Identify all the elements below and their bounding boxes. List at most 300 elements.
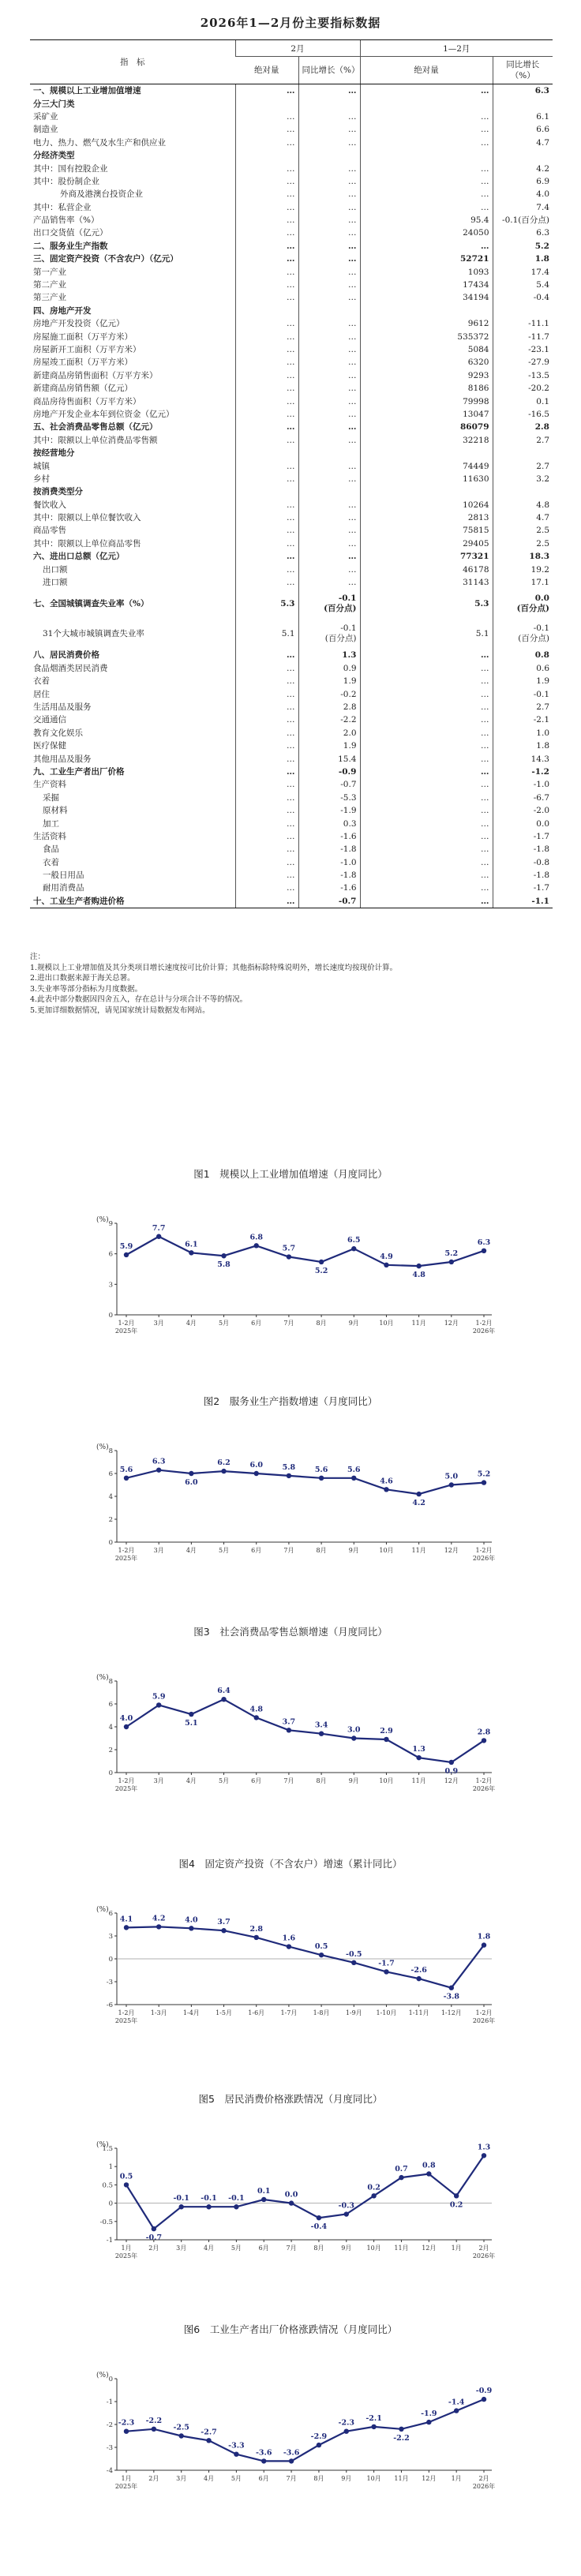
table-row — [30, 576, 553, 589]
note-line: 3.失业率等部分指标为月度数据。 — [30, 984, 143, 994]
data-point — [156, 1702, 161, 1707]
x-tick-label: 12月 — [444, 1320, 459, 1327]
table-row — [30, 175, 553, 188]
chart-industrial-growth — [93, 1214, 504, 1348]
table-row — [30, 739, 553, 752]
row-value: 10264 — [360, 499, 493, 511]
row-value: … — [360, 778, 493, 791]
row-label: 二、服务业生产指数 — [33, 241, 108, 251]
table-row — [30, 511, 553, 524]
year-label: 2025年 — [114, 1327, 138, 1335]
x-tick-label: 11月 — [411, 1547, 426, 1554]
row-label: 耐用消费品 — [43, 883, 84, 893]
x-tick-label: 1-10月 — [376, 2009, 397, 2016]
data-point — [124, 1476, 129, 1481]
row-value: -0.1 (百分点) — [298, 619, 360, 649]
row-value: 4.0 — [493, 188, 553, 200]
data-point — [426, 2171, 431, 2176]
data-label: -2.5 — [173, 2423, 189, 2432]
row-value: 6320 — [360, 356, 493, 369]
row-value: … — [235, 123, 298, 136]
y-tick-label: 4 — [108, 1493, 113, 1501]
table-row — [30, 895, 553, 908]
table-row — [30, 792, 553, 804]
row-label: 按消费类型分 — [33, 487, 83, 497]
data-label: 5.8 — [282, 1462, 296, 1472]
row-value: … — [235, 511, 298, 524]
y-tick-label: 0 — [108, 2376, 113, 2383]
row-value: … — [235, 434, 298, 447]
data-label: 3.0 — [347, 1725, 361, 1735]
x-tick-label: 8月 — [316, 1547, 327, 1554]
row-value: … — [360, 727, 493, 739]
table-row — [30, 459, 553, 472]
x-tick-label: 9月 — [341, 2245, 352, 2252]
x-tick-label: 4月 — [186, 1320, 197, 1327]
data-label: 6.4 — [217, 1687, 231, 1696]
x-tick-label: 1-7月 — [280, 2009, 298, 2016]
row-label: 房屋施工面积（万平方米） — [33, 331, 133, 342]
header-abs-a: 绝对量 — [235, 57, 298, 84]
row-label: 出口交货值（亿元） — [33, 228, 108, 238]
chart-title: 图5 居民消费价格涨跌情况（月度同比） — [198, 2093, 383, 2105]
row-value: … — [298, 369, 360, 382]
data-point — [156, 1467, 161, 1472]
data-label: 6.8 — [249, 1233, 263, 1242]
row-label: 其中：私营企业 — [33, 202, 92, 212]
x-tick-label: 12月 — [422, 2245, 437, 2252]
row-value: … — [235, 727, 298, 739]
unit-label: (%) — [96, 1216, 109, 1224]
row-value: … — [298, 550, 360, 563]
row-value: … — [298, 279, 360, 291]
data-point — [351, 1960, 356, 1965]
row-value: 2.7 — [493, 434, 553, 447]
row-label: 食品烟酒类居民消费 — [33, 663, 108, 673]
chart-title: 图1 规模以上工业增加值增速（月度同比） — [193, 1168, 388, 1180]
data-point — [254, 1471, 259, 1476]
row-label: 其中：限额以上单位餐饮收入 — [33, 513, 141, 523]
row-value — [235, 149, 298, 162]
row-value: … — [235, 382, 298, 395]
row-value: -2.1 — [493, 713, 553, 726]
table-notes — [30, 952, 553, 1016]
table-row — [30, 137, 553, 149]
data-point — [221, 1469, 226, 1473]
row-value: … — [298, 253, 360, 265]
row-value: … — [298, 524, 360, 537]
row-value: … — [235, 356, 298, 369]
row-value: … — [360, 701, 493, 713]
data-label: -3.6 — [255, 2448, 272, 2458]
row-value: … — [235, 227, 298, 239]
x-tick-label: 1月 — [121, 2245, 132, 2252]
row-value — [235, 305, 298, 317]
row-value: 2813 — [360, 511, 493, 524]
y-tick-label: 8 — [108, 1678, 113, 1686]
data-point — [221, 1253, 226, 1258]
data-point — [319, 1476, 324, 1481]
x-tick-label: 1-9月 — [345, 2009, 362, 2016]
y-tick-label: -1 — [106, 2237, 113, 2245]
row-value: -0.7 — [298, 778, 360, 791]
x-tick-label: 1-5月 — [216, 2009, 232, 2016]
row-label: 九、工业生产者出厂价格 — [33, 766, 125, 777]
row-label: 商品零售 — [33, 526, 66, 536]
row-value: 0.6 — [493, 662, 553, 675]
row-value: 95.4 — [360, 214, 493, 227]
row-label: 分三大门类 — [33, 99, 75, 109]
row-value: 74449 — [360, 459, 493, 472]
data-label: -1.7 — [378, 1959, 395, 1968]
data-label: 3.4 — [314, 1720, 328, 1730]
note-line: 4.此表中部分数据因四舍五入，存在总计与分项合计不等的情况。 — [30, 995, 248, 1004]
data-point — [189, 1712, 193, 1717]
data-point — [416, 1755, 421, 1760]
row-value: … — [235, 752, 298, 765]
x-tick-label: 1-11月 — [408, 2009, 429, 2016]
row-value — [360, 485, 493, 498]
row-value: -13.5 — [493, 369, 553, 382]
row-value — [360, 305, 493, 317]
y-tick-label: 6 — [108, 1250, 113, 1259]
row-value: … — [298, 330, 360, 343]
data-label: 4.0 — [185, 1915, 198, 1925]
x-tick-label: 6月 — [251, 1547, 262, 1554]
row-value: … — [298, 356, 360, 369]
x-tick-label: 1-2月 — [118, 1320, 135, 1327]
row-value: 6.1 — [493, 110, 553, 123]
x-tick-label: 3月 — [176, 2245, 187, 2252]
y-tick-label: 6 — [108, 1701, 113, 1709]
row-label: 房屋新开工面积（万平方米） — [33, 345, 141, 354]
row-value: … — [235, 804, 298, 817]
row-value: … — [235, 395, 298, 407]
chart-cpi — [93, 2139, 504, 2273]
row-label: 七、全国城镇调查失业率（%） — [33, 598, 149, 608]
table-row — [30, 291, 553, 304]
row-value: -1.1 — [493, 895, 553, 908]
row-value: 9612 — [360, 317, 493, 330]
row-label: 餐饮收入 — [33, 500, 66, 510]
table-row — [30, 253, 553, 265]
chart-ppi — [93, 2369, 504, 2503]
data-point — [254, 1243, 259, 1248]
row-label: 十、工业生产者购进价格 — [30, 895, 235, 908]
x-tick-label: 2月 — [478, 2245, 489, 2252]
row-value: 6.3 — [493, 84, 553, 98]
y-tick-label: 0 — [108, 1769, 113, 1777]
table-row — [30, 727, 553, 739]
row-value: 4.7 — [493, 511, 553, 524]
table-row — [30, 713, 553, 726]
row-value — [298, 485, 360, 498]
x-tick-label: 11月 — [394, 2475, 409, 2482]
data-label: 4.8 — [249, 1705, 263, 1714]
row-value: -1.8 — [493, 869, 553, 882]
data-label: -3.6 — [283, 2448, 300, 2458]
row-value: -1.0 — [298, 856, 360, 868]
row-value: 5.3 — [235, 589, 298, 619]
x-tick-label: 11月 — [411, 1320, 426, 1327]
row-label: 制造业 — [33, 125, 58, 135]
data-point — [482, 1480, 486, 1485]
data-label: 2.9 — [380, 1726, 393, 1735]
row-value: … — [360, 123, 493, 136]
table-row — [30, 408, 553, 421]
table-row — [30, 265, 553, 278]
table-row — [30, 485, 553, 498]
row-label: 生活资料 — [33, 831, 66, 841]
table-row — [30, 395, 553, 407]
row-value: … — [235, 713, 298, 726]
row-value: -16.5 — [493, 408, 553, 421]
row-value: 17.1 — [493, 576, 553, 589]
row-value: 4.2 — [493, 162, 553, 174]
y-tick-label: 6 — [108, 1910, 113, 1918]
row-value: … — [298, 175, 360, 188]
row-value: 6.3 — [493, 227, 553, 239]
row-value: 46178 — [360, 563, 493, 575]
data-point — [482, 1249, 486, 1253]
data-label: -0.4 — [310, 2222, 328, 2232]
x-tick-label: 1-2月 — [118, 1547, 135, 1554]
table-row — [30, 356, 553, 369]
table-row — [30, 675, 553, 687]
row-value: … — [235, 240, 298, 253]
row-value: … — [360, 175, 493, 188]
table-row — [30, 537, 553, 550]
table-row — [30, 227, 553, 239]
data-point — [287, 1254, 291, 1259]
row-value: … — [235, 766, 298, 778]
row-value: 17.4 — [493, 265, 553, 278]
row-value: … — [235, 662, 298, 675]
data-label: 2.8 — [477, 1728, 491, 1737]
row-value: … — [298, 537, 360, 550]
row-value: 1.9 — [298, 739, 360, 752]
table-row — [30, 97, 553, 110]
row-label: 食品 — [43, 844, 59, 855]
unit-label: (%) — [96, 1906, 109, 1914]
data-label: 6.0 — [249, 1461, 263, 1470]
row-value: … — [235, 265, 298, 278]
data-point — [317, 2443, 321, 2447]
data-label: 5.2 — [314, 1266, 328, 1275]
row-label: 新建商品房销售额（亿元） — [33, 384, 133, 394]
table-row — [30, 343, 553, 356]
row-value: … — [235, 317, 298, 330]
row-value: … — [298, 421, 360, 433]
row-value: 5.2 — [493, 240, 553, 253]
row-label: 房地产开发企业本年到位资金（亿元） — [33, 409, 174, 419]
row-label: 房地产开发投资（亿元） — [33, 319, 125, 329]
data-point — [426, 2420, 431, 2424]
row-label: 新建商品房销售面积（万平方米） — [33, 370, 158, 380]
row-value: … — [360, 766, 493, 778]
row-value: … — [298, 240, 360, 253]
table-row — [30, 201, 553, 214]
table-row — [30, 550, 553, 563]
row-value: 1.9 — [493, 675, 553, 687]
row-value: … — [298, 459, 360, 472]
data-label: 3.7 — [282, 1717, 296, 1727]
y-tick-label: -3 — [106, 2444, 113, 2452]
data-point — [287, 1944, 291, 1949]
row-label: 教育文化娱乐 — [33, 728, 83, 738]
data-point — [254, 1935, 259, 1940]
y-tick-label: 4 — [108, 1724, 113, 1732]
table-row — [30, 804, 553, 817]
data-label: 1.6 — [282, 1934, 296, 1943]
row-label: 交通通信 — [33, 715, 66, 725]
row-label: 其中：限额以上单位商品零售 — [33, 538, 141, 549]
row-value: … — [360, 869, 493, 882]
data-label: 6.2 — [217, 1458, 231, 1468]
row-value — [493, 485, 553, 498]
x-tick-label: 11月 — [411, 1777, 426, 1784]
row-value: 2.7 — [493, 459, 553, 472]
data-point — [156, 1234, 161, 1239]
row-value: 0.0 (百分点) — [493, 589, 553, 619]
data-point — [482, 2153, 486, 2158]
row-value: -2.2 — [298, 713, 360, 726]
row-value: … — [235, 84, 298, 98]
table-row — [30, 752, 553, 765]
data-point — [416, 1492, 421, 1496]
x-tick-label: 4月 — [203, 2245, 215, 2252]
row-value: … — [360, 84, 493, 98]
table-row — [30, 687, 553, 700]
header-cumulative: 1—2月 — [360, 40, 553, 57]
chart-services-index — [93, 1441, 504, 1575]
data-label: -1.4 — [448, 2398, 465, 2407]
row-label: 其中：国有控股企业 — [33, 163, 108, 174]
row-label: 第一产业 — [33, 267, 66, 277]
row-value: … — [235, 408, 298, 421]
row-value: … — [235, 499, 298, 511]
table-row — [30, 110, 553, 123]
x-tick-label: 4月 — [203, 2475, 215, 2482]
data-point — [206, 2204, 211, 2209]
row-value: 6.6 — [493, 123, 553, 136]
x-tick-label: 1-2月 — [475, 1547, 493, 1554]
data-point — [416, 1264, 421, 1268]
data-point — [384, 1737, 388, 1742]
data-label: -0.1 — [173, 2194, 189, 2203]
year-label: 2025年 — [114, 2483, 138, 2490]
row-value: -1.9 — [298, 804, 360, 817]
data-point — [178, 2204, 183, 2209]
row-value — [493, 305, 553, 317]
table-row — [30, 619, 553, 649]
row-value: 5.3 — [360, 589, 493, 619]
row-value: 24050 — [360, 227, 493, 239]
row-value: -1.6 — [298, 830, 360, 843]
row-value: … — [360, 188, 493, 200]
table-row — [30, 499, 553, 511]
y-tick-label: 1.5 — [102, 2145, 113, 2153]
table-row — [30, 382, 553, 395]
table-body — [30, 84, 553, 908]
row-value: -1.8 — [493, 843, 553, 856]
row-value: … — [235, 279, 298, 291]
row-value — [298, 305, 360, 317]
row-value: … — [235, 701, 298, 713]
x-tick-label: 12月 — [444, 1547, 459, 1554]
row-label: 一般日用品 — [43, 871, 84, 881]
row-value: 29405 — [360, 537, 493, 550]
x-tick-label: 9月 — [348, 1777, 359, 1784]
row-value: -1.8 — [298, 869, 360, 882]
unit-label: (%) — [96, 1674, 109, 1682]
row-value: 77321 — [360, 550, 493, 563]
y-tick-label: 0.5 — [102, 2181, 113, 2190]
data-point — [371, 2424, 376, 2429]
row-label: 六、进出口总额（亿元） — [33, 552, 125, 562]
row-value: 15.4 — [298, 752, 360, 765]
row-value — [235, 485, 298, 498]
row-value: 535372 — [360, 330, 493, 343]
y-tick-label: -4 — [106, 2467, 113, 2475]
row-value: -6.7 — [493, 792, 553, 804]
data-label: 5.6 — [119, 1465, 133, 1474]
data-point — [289, 2458, 294, 2463]
x-tick-label: 10月 — [366, 2475, 381, 2482]
row-value: 75815 — [360, 524, 493, 537]
row-label: 采矿业 — [33, 111, 58, 122]
row-value: … — [360, 687, 493, 700]
data-point — [234, 2204, 238, 2209]
data-point — [189, 1250, 193, 1255]
row-value: … — [298, 84, 360, 98]
chart-title: 图6 工业生产者出厂价格涨跌情况（月度同比） — [183, 2323, 398, 2335]
table-row — [30, 830, 553, 843]
data-label: 5.2 — [477, 1470, 491, 1479]
x-tick-label: 5月 — [218, 1777, 230, 1784]
row-value — [360, 97, 493, 110]
row-value: 2.8 — [493, 421, 553, 433]
row-value: -0.1(百分点) — [493, 214, 553, 227]
x-tick-label: 2月 — [148, 2475, 159, 2482]
table-row — [30, 330, 553, 343]
row-value — [298, 447, 360, 459]
data-label: -0.9 — [475, 2387, 493, 2396]
year-label: 2026年 — [472, 1785, 496, 1792]
data-point — [317, 2215, 321, 2220]
row-value: -1.8 — [298, 843, 360, 856]
row-value: … — [298, 265, 360, 278]
y-tick-label: 3 — [108, 1933, 113, 1941]
y-tick-label: 2 — [108, 1747, 113, 1754]
year-label: 2025年 — [114, 2252, 138, 2260]
row-value: 2.5 — [493, 524, 553, 537]
row-label: 分经济类型 — [33, 151, 75, 161]
row-value: … — [235, 421, 298, 433]
row-value: … — [360, 843, 493, 856]
row-label: 房屋竣工面积（万平方米） — [33, 358, 133, 368]
row-label: 产品销售率（%） — [33, 215, 99, 226]
data-label: -1.9 — [421, 2409, 437, 2419]
table-row — [30, 843, 553, 856]
data-point — [124, 2429, 129, 2434]
data-point — [384, 1263, 388, 1267]
x-tick-label: 1月 — [121, 2475, 132, 2482]
data-label: -2.9 — [310, 2432, 328, 2442]
row-value: … — [298, 408, 360, 421]
row-value: -1.0 — [493, 778, 553, 791]
row-value: -1.2 — [493, 766, 553, 778]
